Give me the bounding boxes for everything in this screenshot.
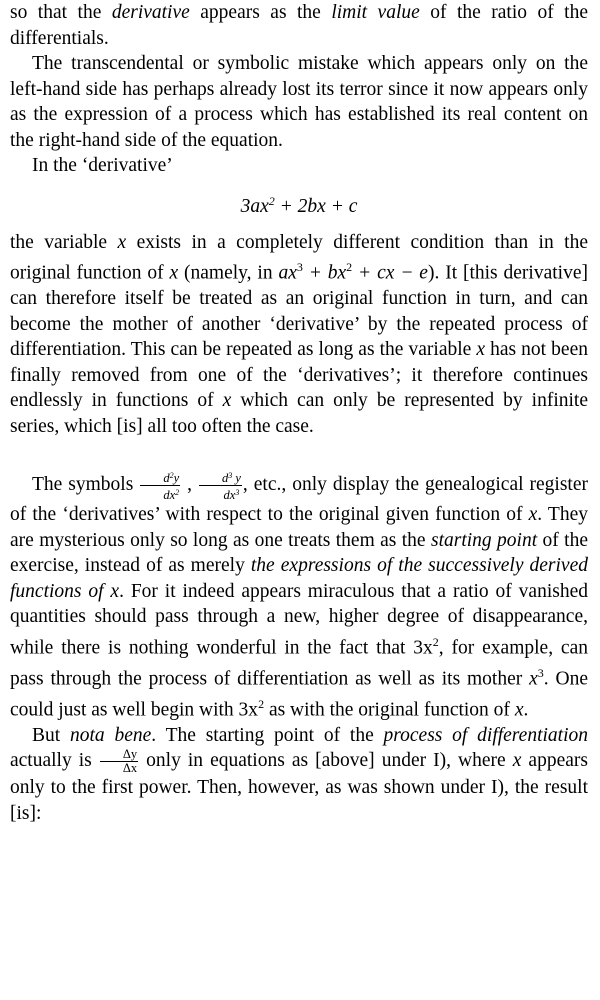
delta-ratio-symbol: $\frac{\Delta y}{\Delta x}$ [100,748,138,775]
section-gap [10,439,588,469]
paragraph-3: In the ‘derivative’ [32,155,173,176]
second-derivative-symbol: $\frac{d^2y}{dx^2}$ [140,469,180,502]
paragraph-4: the variable x exists in a completely different condition than in the original function of x (namely, in $ax^3 + bx^2$ + cx − e). It [this derivative] can therefore itself be treated as an original function in turn, and can become the mother of another ‘derivative’ by the repeated process of differentiation. This can be repeated as long as the variable x has not been finally removed from one of the ‘derivatives’; it therefore continues endlessly in functions of x which can only be represented by infinite series, which [is] all too often the case. [10,231,588,437]
paragraph-5: The symbols $\frac{d^2y}{dx^2}$ , $\frac{d^3 y}{dx^3}$ , etc., only display the genealogical register of the ‘derivatives’ with respect to the original given function of x. They are mysterious only so long as one treats them as the starting point of the exercise, instead of as merely the expressions of the successively derived functions of x. For it indeed appears miraculous that a ratio of vanished quantities should pass through a new, higher degree of disappearance, while there is nothing wonderful in the fact that $3x^2$, for example, can pass through the process of differentiation as well as its mother $x^3$. One could just as well begin with $3x^2$ as with the original function of x. [10,471,588,721]
paragraph-6: But nota bene. The starting point of the process of differentiation actually is $\frac{\Delta y}{\Delta x}$ only in equations as [above] under I), where x appears only to the first power. Then, however, as was shown under I), the result [is]: [10,724,588,824]
derivative-formula: $3ax^2 + 2bx + c$ [240,193,358,217]
third-derivative-symbol: $\frac{d^3 y}{dx^3}$ [199,469,242,502]
book-page [10,0,588,826]
paragraph-1: so that the derivative appears as the limit value of the ratio of the differentials. [10,2,589,49]
paragraph-2: The transcendental or symbolic mistake which appears only on the left-hand side has perhaps already lost its terror since it now appears only as the expression of a process which has established its real content on the right-hand side of the equation. [10,53,588,151]
